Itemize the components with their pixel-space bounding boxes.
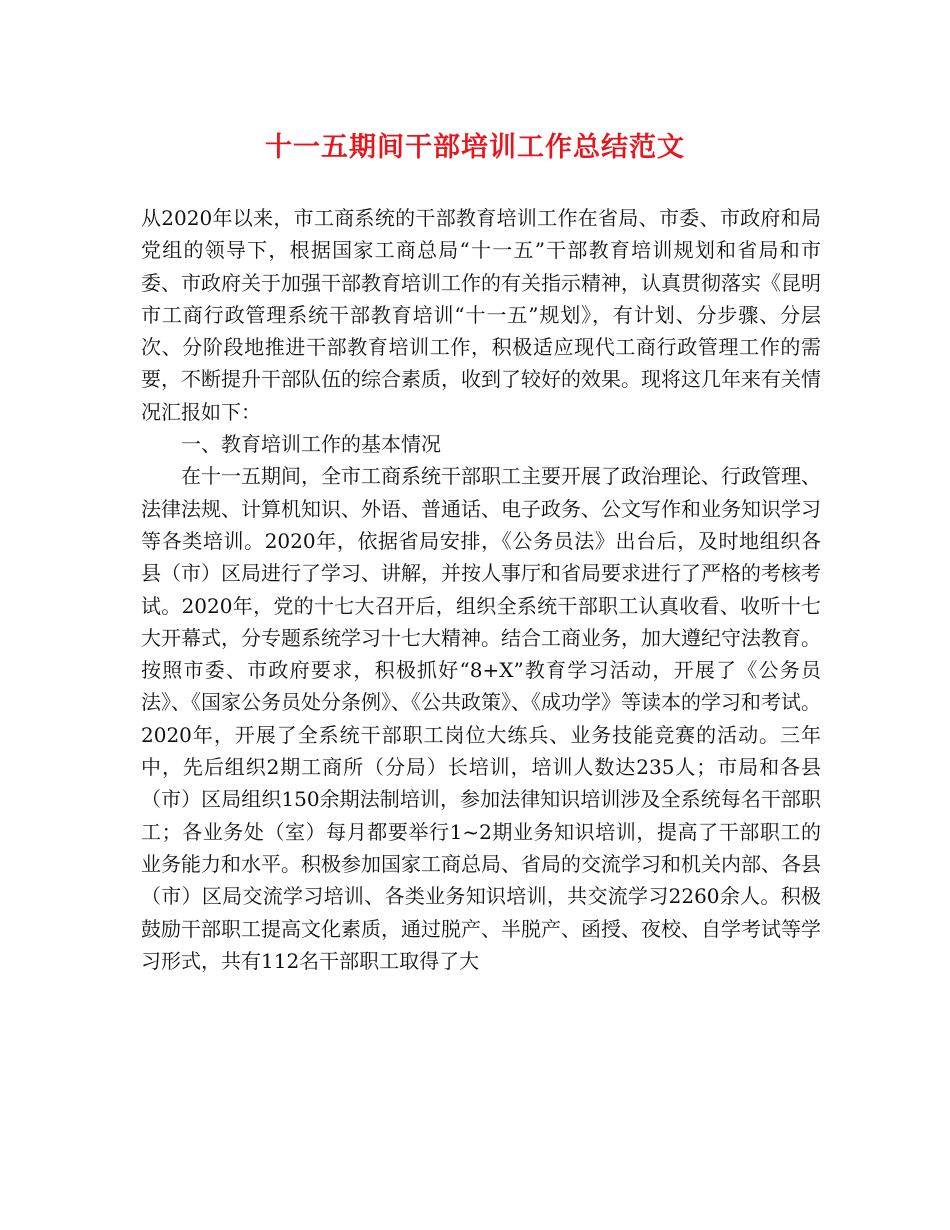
paragraph-intro: 从2020年以来，市工商系统的干部教育培训工作在省局、市委、市政府和局党组的领导下，根据国家工商总局“十一五”干部教育培训规划和省局和市委、市政府关于加强干部教育培训工作的有关指示精神，认真贯彻落实《昆明市工商行政管理系统干部教育培训“十一五”规划》，有计划、分步骤、分层次、分阶段地推进干部教育培训工作，积极适应现代工商行政管理工作的需要，不断提升干部队伍的综合素质，收到了较好的效果。现将这几年来有关情况汇报如下： — [141, 206, 821, 424]
document-title: 十一五期间干部培训工作总结范文 — [265, 132, 685, 163]
section-heading: 一、教育培训工作的基本情况 — [181, 432, 441, 457]
paragraph-training-summary: 在十一五期间，全市工商系统干部职工主要开展了政治理论、行政管理、法律法规、计算机知识、外语、普通话、电子政务、公文写作和业务知识学习等各类培训。2020年，依据省局安排，《公务员法》出台后，及时地组织各县（市）区局进行了学习、讲解，并按人事厅和省局要求进行了严格的考核考试。2020年，党的十七大召开后，组织全系统干部职工认真收看、收听十七大开幕式，分专题系统学习十七大精神。结合工商业务，加大遵纪守法教育。按照市委、市政府要求，积极抓好“8+X”教育学习活动，开展了《公务员法》、《国家公务员处分条例》、《公共政策》、《成功学》等读本的学习和考试。2020年，开展了全系统干部职工岗位大练兵、业务技能竞赛的活动。三年中，先后组织2期工商所（分局）长培训，培训人数达235人；市局和各县（市）区局组织150余期法制培训，参加法律知识培训涉及全系统每名干部职工；各业务处（室）每月都要举行1~2期业务知识培训，提高了干部职工的业务能力和水平。积极参加国家工商总局、省局的交流学习和机关内部、各县（市）区局交流学习培训、各类业务知识培训，共交流学习2260余人。积极鼓励干部职工提高文化素质，通过脱产、半脱产、函授、夜校、自学考试等学习形式，共有112名干部职工取得了大 — [141, 464, 821, 973]
document-body — [141, 202, 821, 977]
